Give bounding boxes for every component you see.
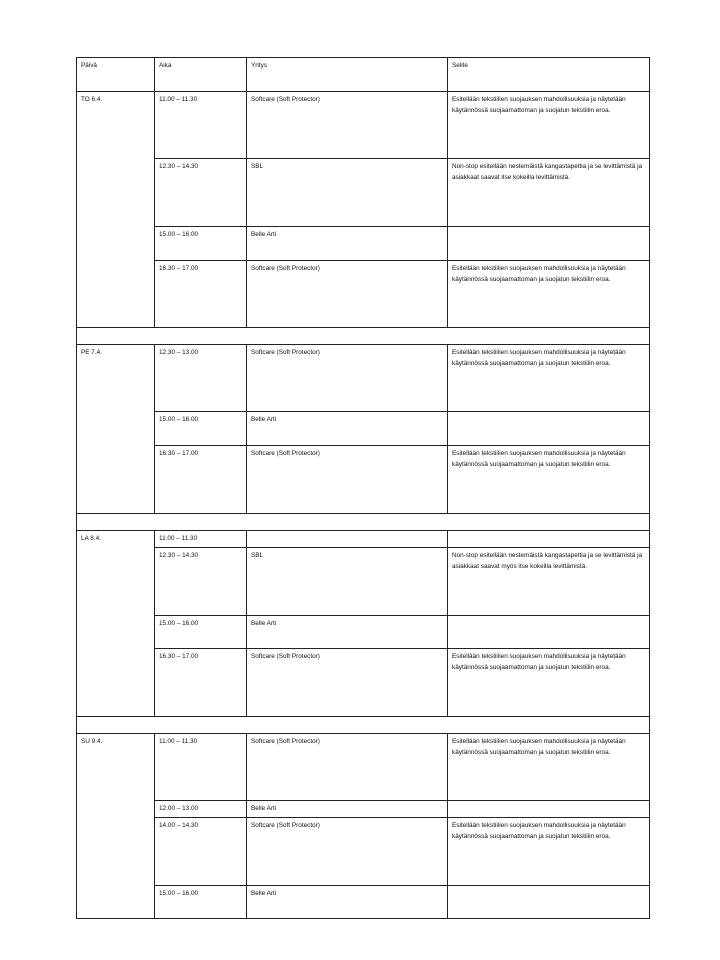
time-cell: 15.00 – 16.00 xyxy=(155,227,247,261)
company-cell: Softcare (Soft Protector) xyxy=(247,92,448,159)
time-cell: 11.00 – 11.30 xyxy=(155,92,247,159)
note-cell xyxy=(448,616,650,649)
note-cell: Esitellään tekstiilien suojauksen mahdollisuuksia ja näytetään käytännössä suojaamattoman ja suojatun tekstiilin eroa. xyxy=(448,649,650,717)
header-company: Yritys xyxy=(247,58,448,92)
day-cell: LA 8.4. xyxy=(77,531,155,717)
note-cell: Esitellään tekstiilien suojauksen mahdollisuuksia ja näytetään käytännössä suojaamattoman ja suojatun tekstiilin eroa. xyxy=(448,345,650,412)
company-cell: Belle Arti xyxy=(247,801,448,818)
header-row xyxy=(77,58,650,92)
table-row xyxy=(77,548,650,616)
note-cell: Non-stop esitellään nestemäistä kangastapettia ja se levittämistä ja asiakkaat saavat itse kokeilla levittämistä. xyxy=(448,159,650,227)
spacer-row xyxy=(77,328,650,345)
header-time: Aika xyxy=(155,58,247,92)
header-note: Selite xyxy=(448,58,650,92)
time-cell: 12.30 – 14.30 xyxy=(155,548,247,616)
table-row xyxy=(77,531,650,548)
company-cell: Belle Arti xyxy=(247,616,448,649)
time-cell: 12.30 – 14.30 xyxy=(155,159,247,227)
note-cell xyxy=(448,801,650,818)
time-cell: 11.00 – 11.30 xyxy=(155,531,247,548)
note-cell: Non-stop esitellään nestemäistä kangastapettia ja se levittämistä ja asiakkaat saavat myös itse kokeilla levittämistä. xyxy=(448,548,650,616)
note-cell: Esitellään tekstiilien suojauksen mahdollisuuksia ja näytetään käytännössä suojaamattoman ja suojatun tekstiilin eroa. xyxy=(448,446,650,514)
note-cell xyxy=(448,227,650,261)
header-day: Päivä xyxy=(77,58,155,92)
time-cell: 14.00 – 14.30 xyxy=(155,818,247,886)
time-cell: 15.00 – 16.00 xyxy=(155,616,247,649)
table-row xyxy=(77,159,650,227)
spacer-row xyxy=(77,514,650,531)
day-cell: PE 7.4. xyxy=(77,345,155,514)
table-row xyxy=(77,446,650,514)
company-cell: Softcare (Soft Protector) xyxy=(247,649,448,717)
note-cell xyxy=(448,531,650,548)
company-cell: Softcare (Soft Protector) xyxy=(247,734,448,801)
company-cell: Softcare (Soft Protector) xyxy=(247,261,448,328)
note-cell xyxy=(448,412,650,446)
schedule-table xyxy=(76,57,650,919)
day-cell: SU 9.4. xyxy=(77,734,155,919)
note-cell: Esitellään tekstiilien suojauksen mahdollisuuksia ja näytetään käytännössä suojaamattoman ja suojatun tekstiilin eroa. xyxy=(448,734,650,801)
time-cell: 15.00 – 16.00 xyxy=(155,886,247,919)
company-cell xyxy=(247,531,448,548)
company-cell: SBL xyxy=(247,548,448,616)
note-cell: Esitellään tekstiilien suojauksen mahdollisuuksia ja näytetään käytännössä suojaamattoman ja suojatun tekstiilin eroa. xyxy=(448,92,650,159)
company-cell: Belle Arti xyxy=(247,886,448,919)
table-row xyxy=(77,345,650,412)
table-row xyxy=(77,92,650,159)
time-cell: 12.30 – 13.00 xyxy=(155,345,247,412)
note-cell: Esitellään tekstiilien suojauksen mahdollisuuksia ja näytetään käytännössä suojaamattoman ja suojatun tekstiilin eroa. xyxy=(448,818,650,886)
time-cell: 12.00 – 13.00 xyxy=(155,801,247,818)
company-cell: Softcare (Soft Protector) xyxy=(247,345,448,412)
company-cell: Belle Arti xyxy=(247,412,448,446)
note-cell: Esitellään tekstiilien suojauksen mahdollisuuksia ja näytetään käytännössä suojaamattoman ja suojatun tekstiilin eroa. xyxy=(448,261,650,328)
company-cell: Softcare (Soft Protector) xyxy=(247,446,448,514)
time-cell: 15.00 – 16.00 xyxy=(155,412,247,446)
table-row xyxy=(77,886,650,919)
table-row xyxy=(77,734,650,801)
note-cell xyxy=(448,886,650,919)
table-row xyxy=(77,616,650,649)
table-row xyxy=(77,412,650,446)
spacer-row xyxy=(77,717,650,734)
table-row xyxy=(77,261,650,328)
company-cell: Belle Arti xyxy=(247,227,448,261)
day-cell: TO 6.4. xyxy=(77,92,155,328)
time-cell: 16.30 – 17.00 xyxy=(155,261,247,328)
time-cell: 16.30 – 17.00 xyxy=(155,649,247,717)
company-cell: Softcare (Soft Protector) xyxy=(247,818,448,886)
table-row xyxy=(77,801,650,818)
time-cell: 16.30 – 17.00 xyxy=(155,446,247,514)
table-row xyxy=(77,227,650,261)
table-row xyxy=(77,649,650,717)
time-cell: 11.00 – 11.30 xyxy=(155,734,247,801)
company-cell: SBL xyxy=(247,159,448,227)
table-row xyxy=(77,818,650,886)
